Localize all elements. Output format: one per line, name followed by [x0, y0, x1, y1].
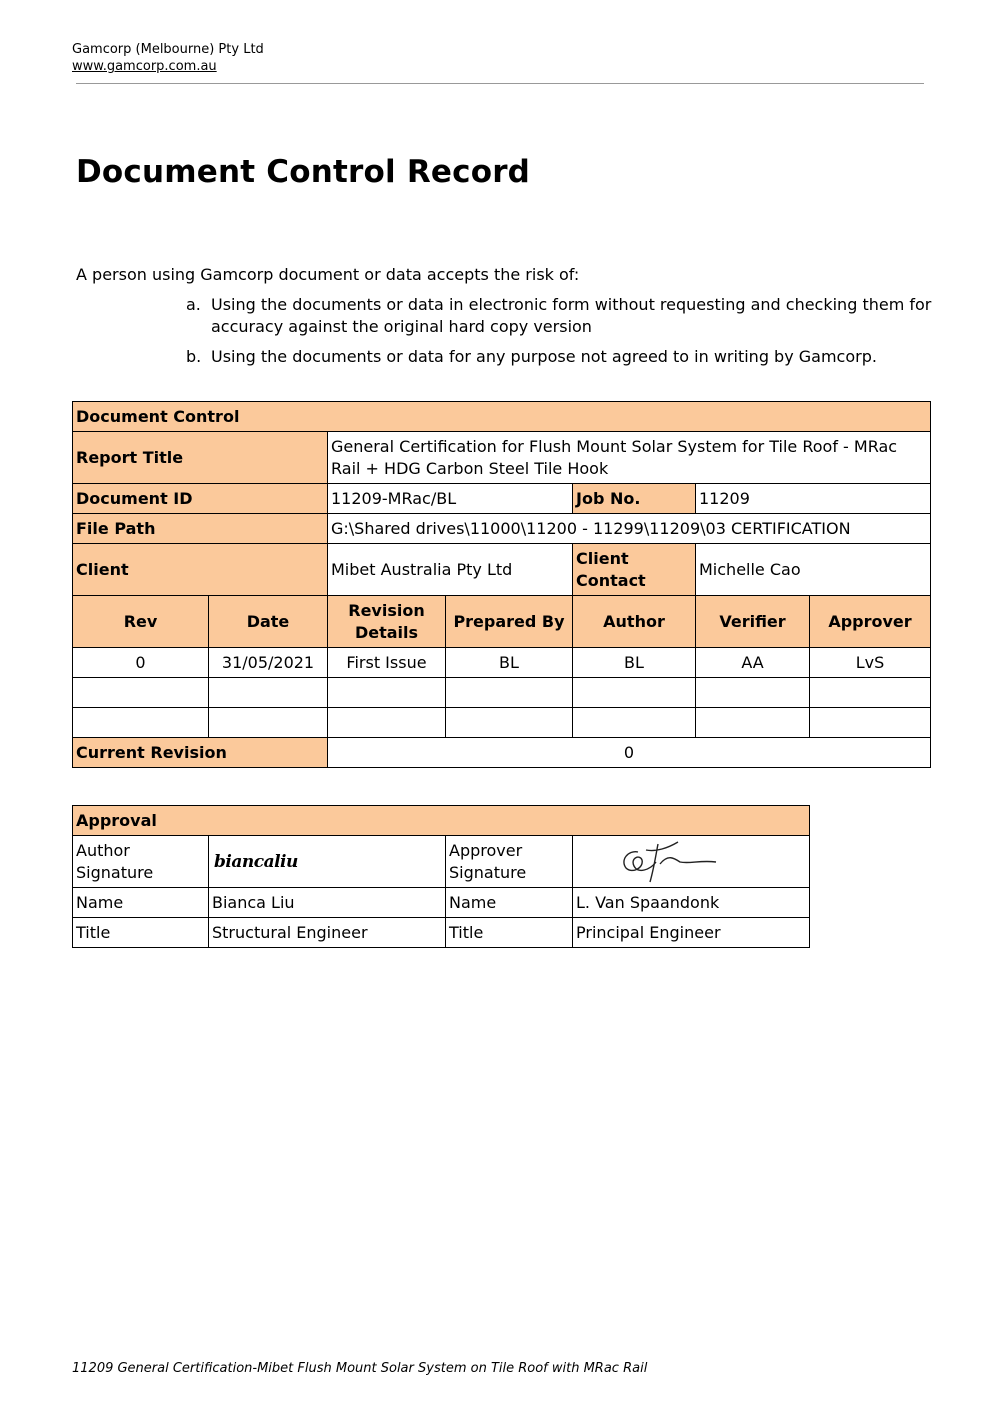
approver-signature	[573, 836, 810, 888]
approver-signature-image	[616, 838, 726, 886]
column-header: Rev	[73, 596, 209, 648]
field-label: Name	[446, 888, 573, 918]
list-item	[186, 346, 936, 368]
approver-title-value: Principal Engineer	[573, 918, 810, 948]
section-heading: Document Control	[73, 402, 931, 432]
field-label: Author Signature	[73, 836, 209, 888]
risk-list	[186, 294, 936, 376]
author-name-value: Bianca Liu	[209, 888, 446, 918]
field-label: Approver Signature	[446, 836, 573, 888]
column-header: Approver	[810, 596, 931, 648]
document-control-table	[72, 401, 931, 768]
table-cell: AA	[696, 648, 810, 678]
column-header: Verifier	[696, 596, 810, 648]
report-title-value: General Certification for Flush Mount Solar System for Tile Roof - MRac Rail + HDG Carbon Steel Tile Hook	[328, 432, 931, 484]
list-text: Using the documents or data for any purpose not agreed to in writing by Gamcorp.	[211, 347, 877, 366]
list-marker: b.	[186, 347, 202, 366]
table-cell: 31/05/2021	[209, 648, 328, 678]
table-cell: LvS	[810, 648, 931, 678]
document-id-value: 11209-MRac/BL	[328, 484, 573, 514]
company-website-link[interactable]: www.gamcorp.com.au	[72, 59, 217, 74]
field-label: Client	[73, 544, 328, 596]
field-label: File Path	[73, 514, 328, 544]
list-marker: a.	[186, 295, 201, 314]
field-label: Document ID	[73, 484, 328, 514]
file-path-value: G:\Shared drives\11000\11200 - 11299\11209\03 CERTIFICATION	[328, 514, 931, 544]
client-value: Mibet Australia Pty Ltd	[328, 544, 573, 596]
list-text: Using the documents or data in electronic form without requesting and checking them for accuracy against the original hard copy version	[211, 295, 932, 336]
field-label: Title	[446, 918, 573, 948]
table-row-empty	[73, 708, 931, 738]
field-label: Job No.	[573, 484, 696, 514]
page-header	[72, 41, 264, 75]
approval-table	[72, 805, 810, 948]
table-cell: BL	[573, 648, 696, 678]
field-label: Report Title	[73, 432, 328, 484]
field-label: Client Contact	[573, 544, 696, 596]
table-row-empty	[73, 678, 931, 708]
table-cell: First Issue	[328, 648, 446, 678]
author-signature	[209, 836, 446, 888]
page-footer: 11209 General Certification-Mibet Flush Mount Solar System on Tile Roof with MRac Rail	[72, 1361, 648, 1376]
field-label: Name	[73, 888, 209, 918]
intro-text: A person using Gamcorp document or data accepts the risk of:	[76, 265, 580, 284]
approver-name-value: L. Van Spaandonk	[573, 888, 810, 918]
field-label: Title	[73, 918, 209, 948]
current-revision-value: 0	[328, 738, 931, 768]
column-header: Prepared By	[446, 596, 573, 648]
column-header: Author	[573, 596, 696, 648]
list-item	[186, 294, 936, 338]
column-header: Revision Details	[328, 596, 446, 648]
company-name: Gamcorp (Melbourne) Pty Ltd	[72, 42, 264, 57]
section-heading: Approval	[73, 806, 810, 836]
table-row	[73, 648, 931, 678]
job-no-value: 11209	[696, 484, 931, 514]
table-cell: BL	[446, 648, 573, 678]
header-divider	[76, 83, 924, 84]
author-title-value: Structural Engineer	[209, 918, 446, 948]
client-contact-value: Michelle Cao	[696, 544, 931, 596]
page-title: Document Control Record	[76, 154, 531, 190]
column-header: Date	[209, 596, 328, 648]
field-label: Current Revision	[73, 738, 328, 768]
author-signature-text: biancaliu	[214, 851, 298, 872]
table-cell: 0	[73, 648, 209, 678]
